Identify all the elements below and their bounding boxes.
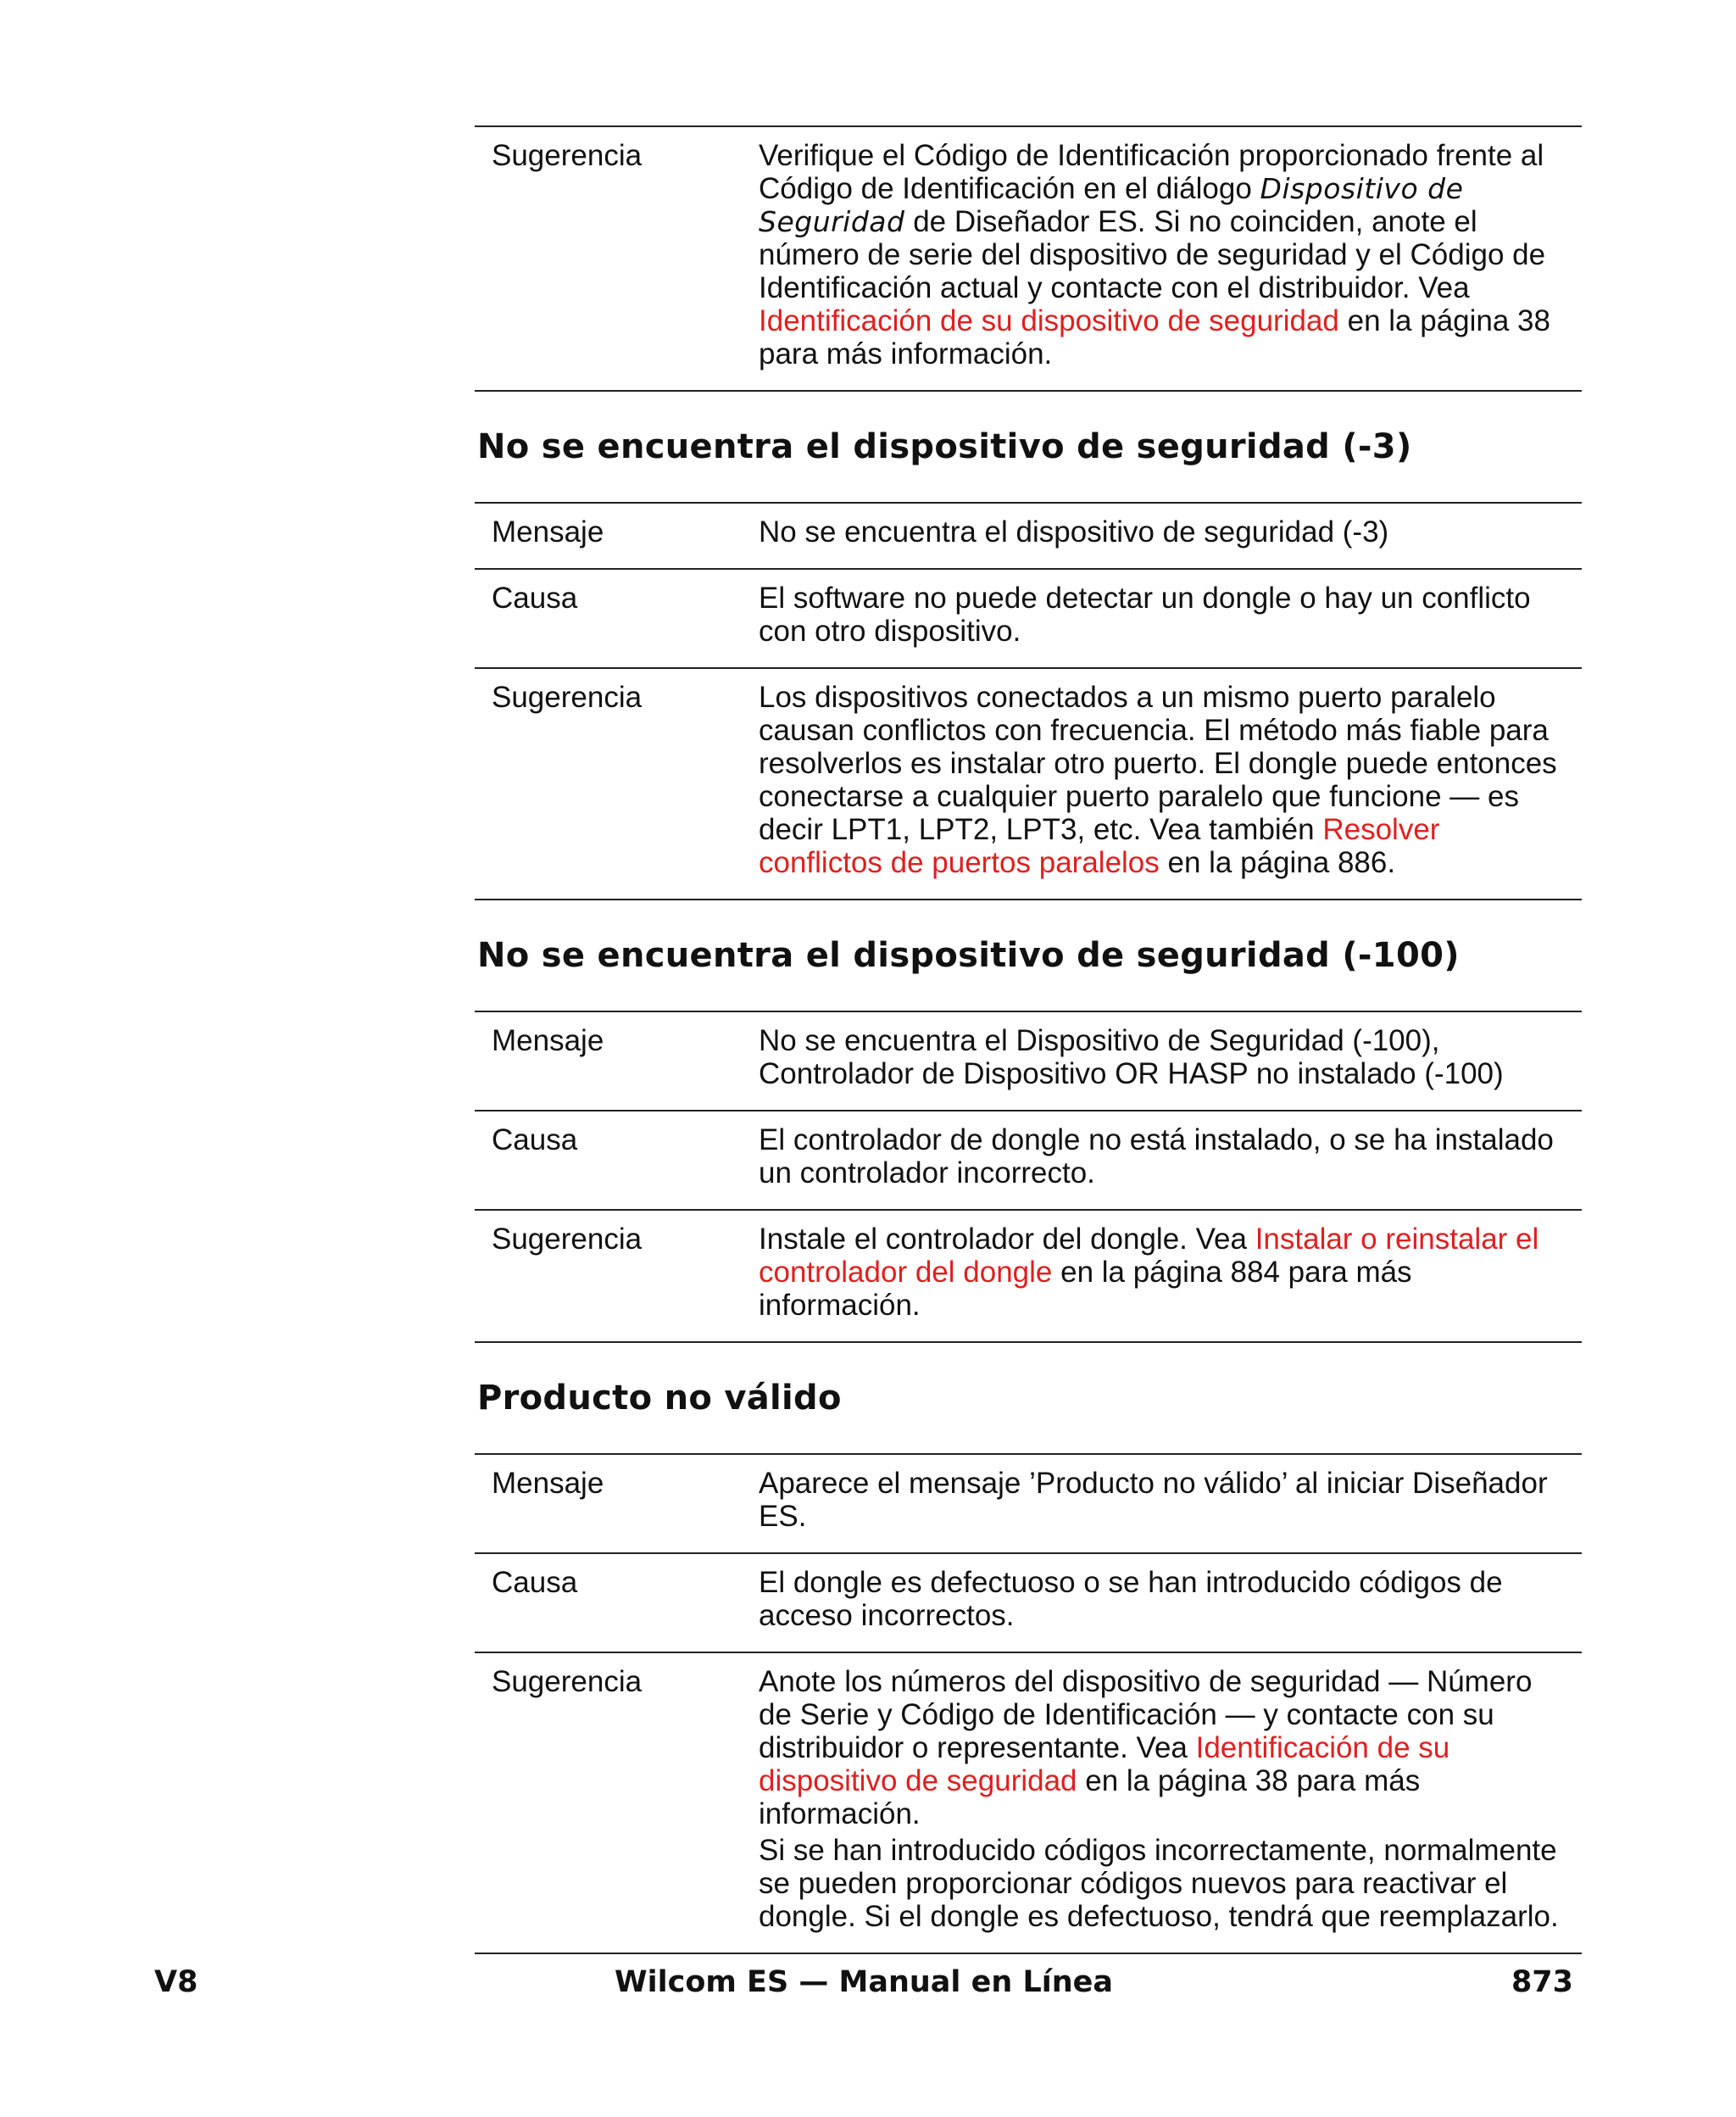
paragraph bbox=[759, 1665, 1565, 1830]
body-text: Instale el controlador del dongle. Vea bbox=[759, 1223, 1255, 1256]
row-body bbox=[759, 1553, 1582, 1652]
table-row bbox=[475, 503, 1582, 569]
body-text: en la página 884 para más información. bbox=[759, 1256, 1412, 1322]
table-row bbox=[475, 126, 1582, 391]
row-body bbox=[759, 1011, 1582, 1111]
dialog-name-italic: Dispositivo de Seguridad bbox=[759, 172, 1464, 238]
body-text: El controlador de dongle no está instalado, o se ha instalado un controlador incorrecto. bbox=[759, 1123, 1554, 1189]
paragraph: Si se han introducido códigos incorrectamente, normalmente se pueden proporcionar códigos nuevos para reactivar el dongle. Si el dongle es defectuoso, tendrá que reemplazarlo. bbox=[759, 1834, 1559, 1933]
table-row bbox=[475, 1454, 1582, 1553]
table-device-not-found-3 bbox=[475, 502, 1582, 900]
body-text: Aparece el mensaje ’Producto no válido’ al iniciar Diseñador ES. bbox=[759, 1467, 1548, 1533]
body-text: Verifique el Código de Identificación proporcionado frente al Código de Identificación en el diálogo bbox=[759, 139, 1544, 205]
body-text: en la página 38 para más información. bbox=[759, 1764, 1421, 1830]
row-label: Sugerencia bbox=[475, 668, 759, 900]
table-row bbox=[475, 1652, 1582, 1953]
table-row bbox=[475, 1210, 1582, 1342]
cross-reference-link[interactable]: Resolver conflictos de puertos paralelos bbox=[759, 813, 1440, 879]
body-text: en la página 38 para más información. bbox=[759, 304, 1550, 370]
row-body bbox=[759, 569, 1582, 668]
table-suggestion-continued bbox=[475, 125, 1582, 392]
table-row bbox=[475, 1553, 1582, 1652]
section-heading: No se encuentra el dispositivo de seguridad (-100) bbox=[477, 936, 1460, 975]
body-text: El dongle es defectuoso o se han introducido códigos de acceso incorrectos. bbox=[759, 1566, 1503, 1632]
body-text: de Diseñador ES. Si no coinciden, anote el número de serie del dispositivo de seguridad y el Código de Identificación actual y contacte con el distribuidor. Vea bbox=[759, 205, 1546, 304]
body-text: El software no puede detectar un dongle o hay un conflicto con otro dispositivo. bbox=[759, 582, 1531, 648]
row-label: Causa bbox=[475, 569, 759, 668]
row-body bbox=[759, 1210, 1582, 1342]
footer-version: V8 bbox=[154, 1965, 198, 1999]
table-row bbox=[475, 1011, 1582, 1111]
body-text: Los dispositivos conectados a un mismo puerto paralelo causan conflictos con frecuencia. El método más fiable para resolverlos es instalar otro puerto. El dongle puede entonces conectarse a cualquier puerto paralelo que funcione — es decir LPT1, LPT2, LPT3, etc. Vea también bbox=[759, 681, 1557, 846]
footer-title: Wilcom ES — Manual en Línea bbox=[614, 1965, 1114, 1999]
row-label: Sugerencia bbox=[475, 126, 759, 391]
body-text: No se encuentra el Dispositivo de Seguridad (-100), Controlador de Dispositivo OR HASP no instalado (-100) bbox=[759, 1024, 1504, 1090]
row-label: Sugerencia bbox=[475, 1652, 759, 1953]
section-heading: No se encuentra el dispositivo de seguridad (-3) bbox=[477, 427, 1412, 466]
section-heading: Producto no válido bbox=[477, 1379, 842, 1418]
row-body bbox=[759, 1652, 1582, 1953]
row-body bbox=[759, 1454, 1582, 1553]
cross-reference-link[interactable]: Identificación de su dispositivo de seguridad bbox=[759, 1731, 1450, 1797]
row-label: Causa bbox=[475, 1111, 759, 1210]
row-label: Mensaje bbox=[475, 1454, 759, 1553]
footer-page-number: 873 bbox=[1511, 1965, 1573, 1999]
body-text: No se encuentra el dispositivo de seguridad (-3) bbox=[759, 515, 1389, 549]
row-label: Mensaje bbox=[475, 1011, 759, 1111]
page-content bbox=[475, 125, 1582, 1954]
table-invalid-product bbox=[475, 1453, 1582, 1954]
table-row bbox=[475, 569, 1582, 668]
row-label: Causa bbox=[475, 1553, 759, 1652]
table-device-not-found-100 bbox=[475, 1011, 1582, 1343]
row-label: Mensaje bbox=[475, 503, 759, 569]
row-body bbox=[759, 126, 1582, 391]
row-body bbox=[759, 668, 1582, 900]
row-label: Sugerencia bbox=[475, 1210, 759, 1342]
table-row bbox=[475, 1111, 1582, 1210]
cross-reference-link[interactable]: Identificación de su dispositivo de seguridad bbox=[759, 304, 1339, 337]
row-body bbox=[759, 1111, 1582, 1210]
table-row bbox=[475, 668, 1582, 900]
body-text: en la página 886. bbox=[1159, 846, 1396, 879]
row-body bbox=[759, 503, 1582, 569]
cross-reference-link[interactable]: Instalar o reinstalar el controlador del dongle bbox=[759, 1223, 1539, 1289]
body-text: Anote los números del dispositivo de seguridad — Número de Serie y Código de Identificación — y contacte con su distribuidor o representante. Vea bbox=[759, 1665, 1533, 1764]
